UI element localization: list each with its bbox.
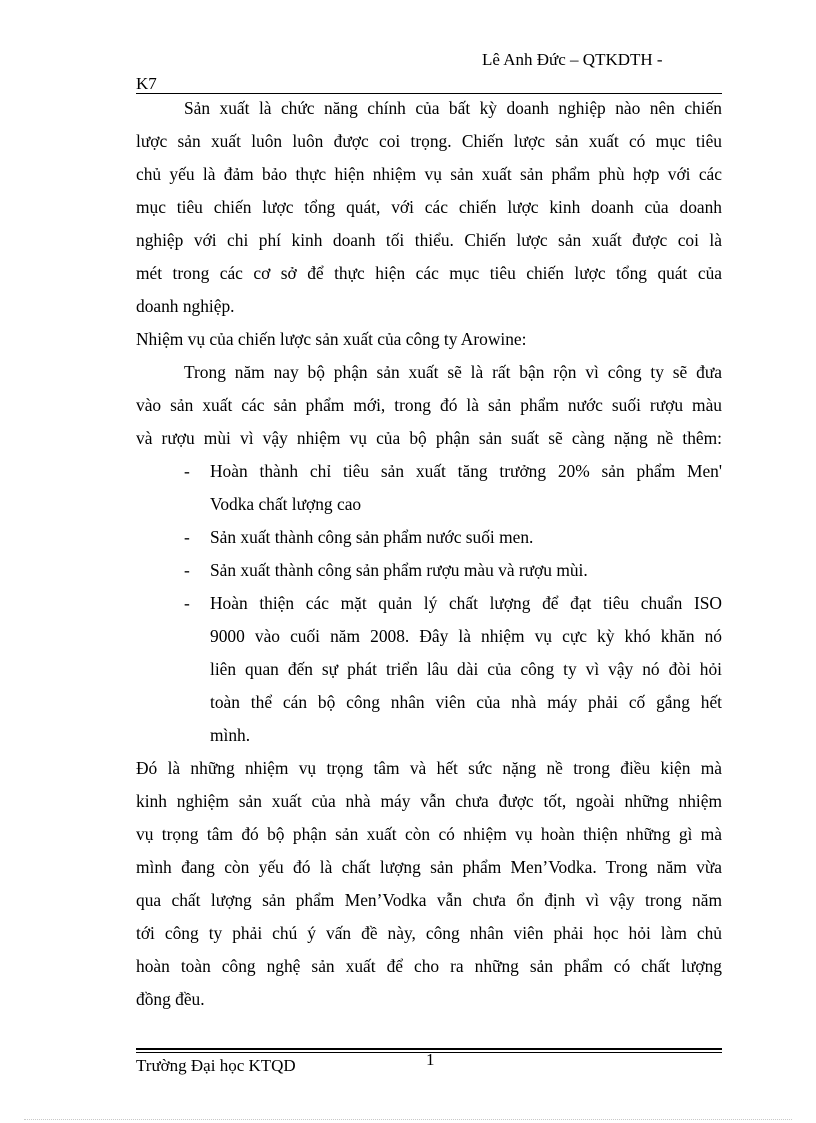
text-line: mình. [210,725,251,745]
text-line: toàn thể cán bộ công nhân viên của nhà máy phải cố gắng hết [210,692,722,712]
text-line: nghiệp với chi phí kinh doanh tối thiểu. Chiến lược sản xuất được coi là [136,230,722,250]
text-line: tới công ty phải chú ý vấn đề này, công nhân viên phải học hỏi làm chủ [136,923,722,943]
bullet-list [136,455,722,752]
text-line: chủ yếu là đảm bảo thực hiện nhiệm vụ sản xuất sản phẩm phù hợp với các [136,164,722,184]
list-item [136,587,722,752]
paragraph-production-strategy [136,92,722,323]
page-edge-divider [24,1119,792,1120]
text-line: - Sản xuất thành công sản phẩm nước suối men. [136,521,722,554]
footer-school: Trường Đại học KTQD [136,1056,296,1075]
header-author: Lê Anh Đức – QTKDTH - [482,50,663,69]
bullet-dash: - [184,461,190,481]
text-line: - Hoàn thành chỉ tiêu sản xuất tăng trưởng 20% sản phẩm Men' [136,455,722,488]
text-line: Vodka chất lượng cao [210,494,362,514]
text-line: mục tiêu chiến lược tổng quát, với các chiến lược kinh doanh của doanh [136,197,722,217]
list-item [136,455,722,521]
paragraph-key-tasks [136,752,722,1016]
text-line: 9000 vào cuối năm 2008. Đây là nhiệm vụ cực kỳ khó khăn nó [210,626,722,646]
text-line: Sản xuất là chức năng chính của bất kỳ doanh nghiệp nào nên chiến [184,98,722,118]
list-item [136,554,722,587]
text-line: mét trong các cơ sở để thực hiện các mục tiêu chiến lược tổng quát của [136,263,722,283]
paragraph-this-year [136,356,722,455]
text-line: Đó là những nhiệm vụ trọng tâm và hết sức nặng nề trong điều kiện mà [136,758,722,778]
bullet-dash: - [184,560,190,580]
text-line: liên quan đến sự phát triển lâu dài của công ty vì vậy nó đòi hỏi [210,659,722,679]
text-line: vụ trọng tâm đó bộ phận sản xuất còn có nhiệm vụ hoàn thiện những gì mà [136,824,722,844]
bullet-dash: - [184,593,190,613]
text-line: kinh nghiệm sản xuất của nhà máy vẫn chưa được tốt, ngoài những nhiệm [136,791,722,811]
list-item [136,521,722,554]
header-author-continuation: K7 [136,74,157,93]
text-line: mình đang còn yếu đó là chất lượng sản phẩm Men’Vodka. Trong năm vừa [136,857,722,877]
text-line: lược sản xuất luôn luôn được coi trọng. Chiến lược sản xuất có mục tiêu [136,131,722,151]
section-subheading: Nhiệm vụ của chiến lược sản xuất của công ty Arowine: [136,329,527,349]
text-line: đồng đều. [136,989,205,1009]
text-line: và rượu mùi vì vậy nhiệm vụ của bộ phận sản suất sẽ càng nặng nề thêm: [136,428,722,448]
text-line: doanh nghiệp. [136,296,235,316]
text-line: Trong năm nay bộ phận sản xuất sẽ là rất bận rộn vì công ty sẽ đưa [184,362,722,382]
text-line: - Sản xuất thành công sản phẩm rượu màu và rượu mùi. [136,554,722,587]
text-line: qua chất lượng sản phẩm Men’Vodka vẫn chưa ổn định vì vậy trong năm [136,890,722,910]
page-number: 1 [426,1050,435,1069]
text-line: - Hoàn thiện các mặt quản lý chất lượng để đạt tiêu chuẩn ISO [136,587,722,620]
bullet-dash: - [184,527,190,547]
text-line: hoàn toàn công nghệ sản xuất để cho ra những sản phẩm có chất lượng [136,956,722,976]
document-body [136,92,722,1016]
text-line: vào sản xuất các sản phẩm mới, trong đó là sản phẩm nước suối rượu màu [136,395,722,415]
